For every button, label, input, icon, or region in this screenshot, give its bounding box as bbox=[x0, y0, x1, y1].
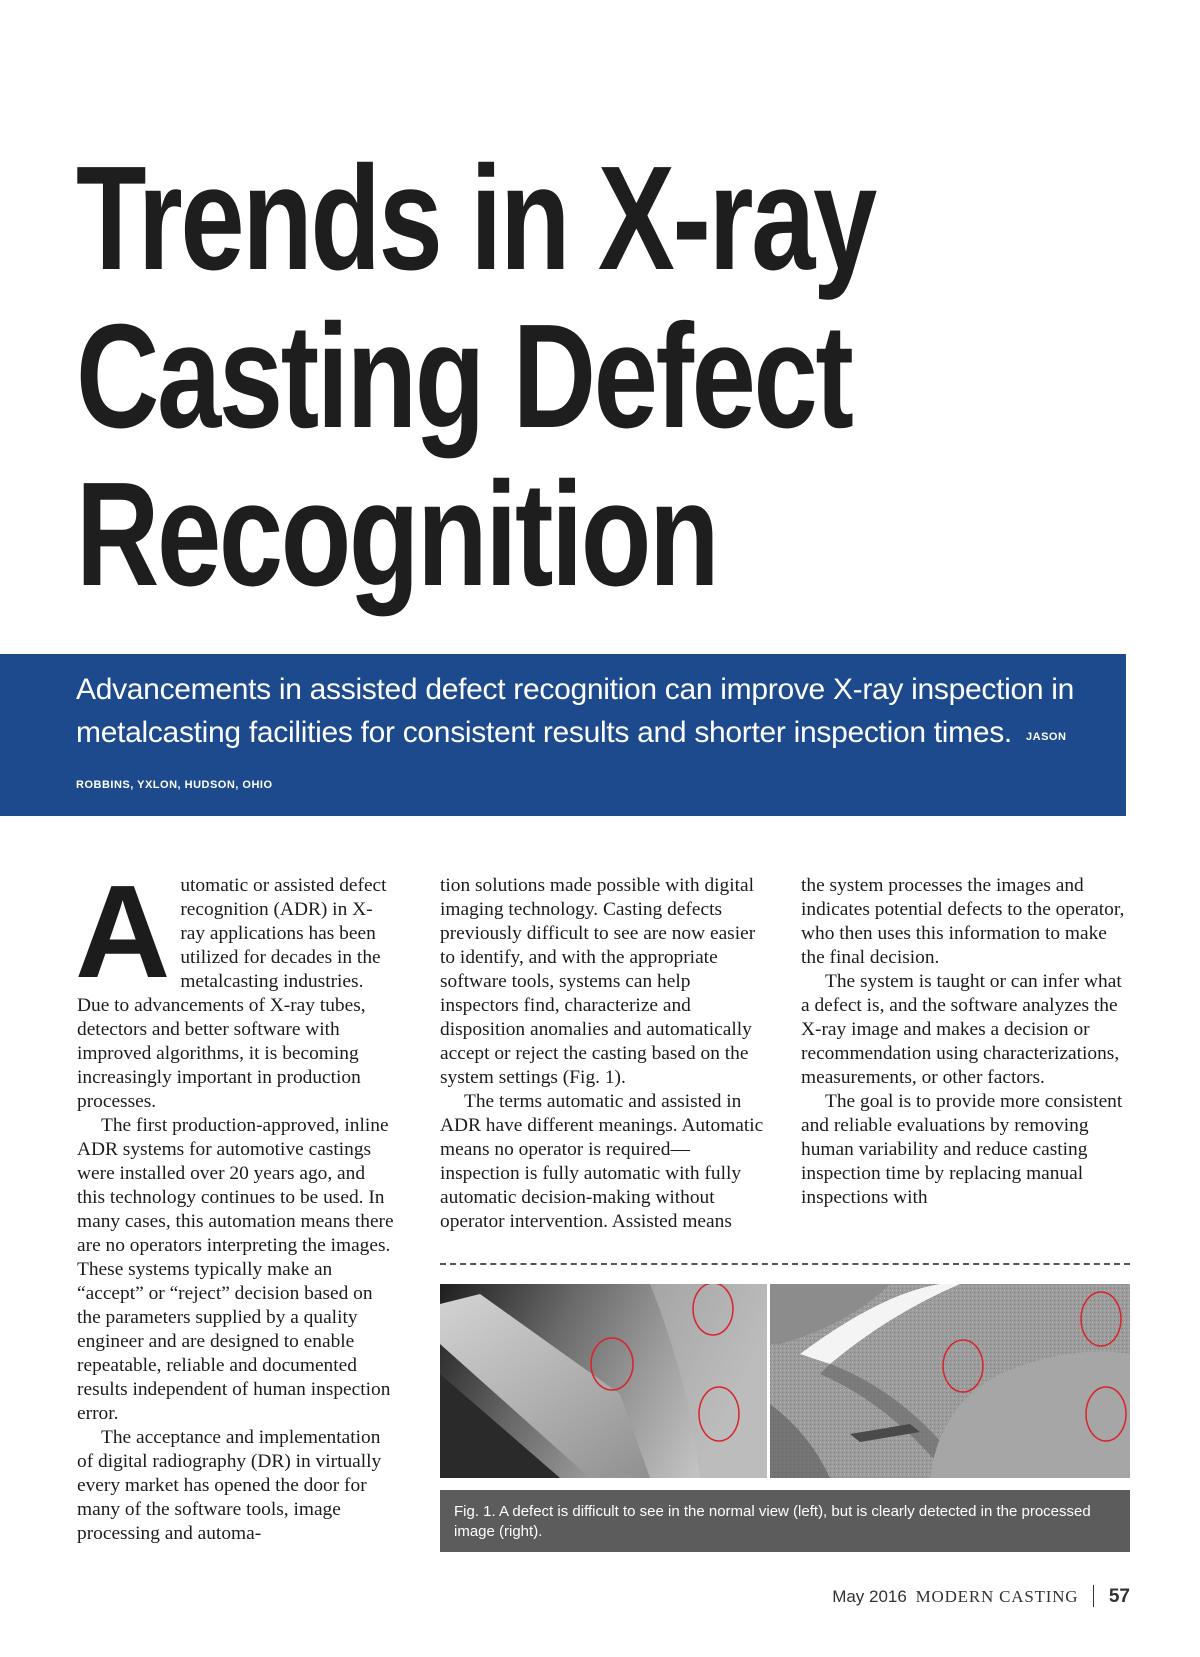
body-paragraph: tion solutions made possible with digital imaging technology. Casting defects previously difficult to see are now easier to identify, and with the appropriate software tools, systems can help inspectors find, characterize and disposition anomalies and automatically accept or reject the casting based on the system settings (Fig. 1). bbox=[440, 875, 756, 1088]
title-line: Trends in X-ray bbox=[76, 136, 875, 301]
xray-processed-view-image bbox=[770, 1284, 1130, 1478]
drop-cap: A bbox=[75, 858, 171, 1005]
body-column-1 bbox=[75, 858, 397, 1546]
figure-divider bbox=[440, 1263, 1130, 1265]
body-paragraph: the system processes the images and indicates potential defects to the operator, who then uses this information to make the final decision. bbox=[801, 875, 1125, 968]
article-title bbox=[76, 136, 903, 617]
body-column-2 bbox=[440, 874, 765, 1234]
figure-caption: Fig. 1. A defect is difficult to see in the normal view (left), but is clearly detected in the processed image (right). bbox=[440, 1490, 1130, 1552]
byline: JASON ROBBINS, YXLON, HUDSON, OHIO bbox=[76, 731, 1067, 791]
issue-date: May 2016 bbox=[832, 1587, 907, 1606]
body-paragraph: The first production-approved, inline ADR systems for automotive castings were installed over 20 years ago, and this technology continues to be used. In many cases, this automation means there are no operators interpreting the images. These systems typically make an “accept” or “reject” decision based on the parameters supplied by a quality engineer and are designed to enable repeatable, reliable and documented results independent of human inspection error. bbox=[77, 1115, 394, 1424]
page-footer bbox=[832, 1585, 1130, 1608]
body-paragraph: The acceptance and implementation of digital radiography (DR) in virtually every market has opened the door for many of the software tools, image processing and automa- bbox=[77, 1427, 382, 1544]
paragraph-text: utomatic or assisted defect recognition (ADR) in X-ray applications has been utilized for decades in the metalcasting industries. Due to advancements of X-ray tubes, detectors and better software with improved algorithms, it is becoming increasingly important in production processes. bbox=[77, 875, 387, 1112]
title-line: Casting Defect bbox=[76, 294, 852, 459]
deck bbox=[76, 668, 1096, 807]
body-paragraph bbox=[75, 858, 397, 1114]
title-line: Recognition bbox=[76, 452, 718, 617]
body-paragraph: The goal is to provide more consistent and reliable evaluations by removing human variability and reduce casting inspection time by replacing manual inspections with bbox=[801, 1091, 1123, 1208]
body-paragraph: The system is taught or can infer what a defect is, and the software analyzes the X-ray image and makes a decision or recommendation using characterizations, measurements, or other factors. bbox=[801, 971, 1122, 1088]
xray-normal-view-image bbox=[440, 1284, 767, 1478]
body-paragraph: The terms automatic and assisted in ADR have different meanings. Automatic means no operator is required—inspection is fully automatic with fully automatic decision-making without operator intervention. Assisted means bbox=[440, 1091, 764, 1232]
footer-separator bbox=[1093, 1585, 1094, 1607]
magazine-name: MODERN CASTING bbox=[915, 1587, 1079, 1606]
body-column-3 bbox=[801, 874, 1131, 1210]
deck-text: Advancements in assisted defect recognition can improve X-ray inspection in metalcasting facilities for consistent results and shorter inspection times. bbox=[76, 673, 1075, 749]
page-number: 57 bbox=[1108, 1586, 1130, 1607]
